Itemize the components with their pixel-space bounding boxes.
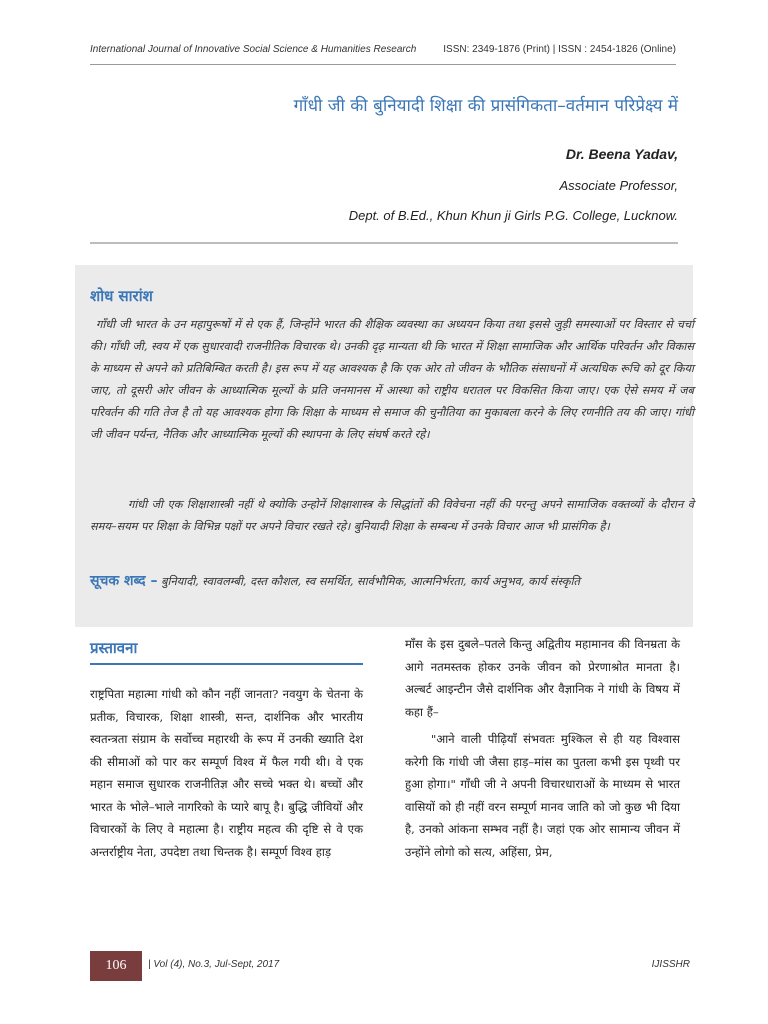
body-column-right <box>405 633 680 863</box>
continued-paragraph: माँस के इस दुबले–पतले किन्तु अद्वितीय महामानव की विनम्रता के आगे नतमस्तक होकर उनके जीवन को प्रेरणाश्रोत मानता है। अल्बर्ट आइन्टीन जैसे दार्शनिक और वैज्ञानिक ने गांधी के विषय में कहा हैं– <box>405 637 680 719</box>
journal-abbreviation: IJISSHR <box>651 959 690 970</box>
author-affiliation: Dept. of B.Ed., Khun Khun ji Girls P.G. College, Lucknow. <box>348 208 678 223</box>
section-heading: प्रस्तावना <box>90 639 138 657</box>
paper-title: गाँधी जी की बुनियादी शिक्षा की प्रासंगिकता–वर्तमान परिप्रेक्ष्य में <box>293 96 678 116</box>
keywords-label: सूचक शब्द – <box>90 573 158 589</box>
header-divider <box>90 64 676 65</box>
issn-text: ISSN: 2349-1876 (Print) | ISSN : 2454-1826 (Online) <box>443 44 676 55</box>
author-role: Associate Professor, <box>559 178 678 193</box>
page-footer <box>90 951 690 981</box>
keywords <box>90 570 690 593</box>
author-divider <box>90 242 678 244</box>
keywords-text: बुनियादी, स्वावलम्बी, दस्त कौशल, स्व समर्थित, सार्वभौमिक, आत्मनिर्भरता, कार्य अनुभव, कार्य संस्कृति <box>161 575 580 588</box>
body-column-left <box>90 683 363 863</box>
volume-info: | Vol (4), No.3, Jul-Sept, 2017 <box>148 959 280 970</box>
quote-paragraph: "आने वाली पीढ़ियाँ संभवतः मुश्किल से ही यह विश्वास करेगी कि गांधी जी जैसा हाड़–मांस का पुतला कभी इस पृथ्वी पर हुआ होगा।" गाँधी जी ने अपनी विचारधाराओं के माध्यम से भारत वासियों को ही नहीं वरन सम्पूर्ण मानव जाति को जो कुछ भी दिया है, उनको आंकना सम्भव नहीं है। जहां एक ओर सामान्य जीवन में उन्होंने लोगो को सत्य, अहिंसा, प्रेम, <box>405 732 680 859</box>
section-underline <box>90 663 363 665</box>
abstract-paragraph-2: गांधी जी एक शिक्षाशास्त्री नहीं थे क्योकि उन्होनें शिक्षाशास्त्र के सिद्धांतों की विवेचना नहीं की परन्तु अपने सामाजिक वक्तव्यों के दौरान वे समय–सयम पर शिक्षा के विभिन्न पक्षों पर अपने विचार रखते रहे। बुनियादी शिक्षा के सम्बन्ध में उनके विचार आज भी प्रासंगिक है। <box>90 498 694 533</box>
abstract-paragraph-1: गाँधी जी भारत के उन महापुरूषों में से एक हैं, जिन्होंने भारत की शैक्षिक व्यवस्था का अध्ययन किया तथा इससे जुड़ी समस्याओं पर विस्तार से चर्चा की। गाँधी जी, स्वय में एक सुधारवादी राजनीतिक विचारक थे। उनकी दृढ़ मान्यता थी कि भारत में शिक्षा सामाजिक और आर्थिक परिवर्तन और विकास के माध्यम से अपने को प्रतिबिम्बित करती है। इस रूप में यह आवश्यक है कि एक ओर तो जीवन के भौतिक संसाधनों में अत्यधिक रूचि को दूर किया जाए, तो दूसरी ओर जीवन के आध्यात्मिक मूल्यों के प्रति जनमानस में आस्था को राष्ट्रीय धरातल पर विकसित किया जाए। एक ऐसे समय में जब परिवर्तन की गति तेज है तो यह आवश्यक होगा कि शिक्षा के माध्यम से समाज की चुनौतिया का मुकाबला करने के लिए रणनीति तय की जाए। गांधी जी जीवन पर्यन्त, नैतिक और आध्यात्मिक मूल्यों की स्थापना के लिए संघर्ष करते रहे। <box>90 318 695 441</box>
page-number: 106 <box>90 951 142 981</box>
abstract-heading: शोध सारांश <box>90 287 153 305</box>
journal-name: International Journal of Innovative Social Science & Humanities Research <box>90 44 417 55</box>
intro-paragraph: राष्ट्रपिता महात्मा गांधी को कौन नहीं जानता? नवयुग के चेतना के प्रतीक, विचारक, शिक्षा शास्त्री, सन्त, दार्शनिक और भारतीय स्वतन्त्रता संग्राम के सर्वोच्च महारथी के रूप में उनकी ख्याति देश की सीमाओं को पार कर सम्पूर्ण विश्व में फैल गयी थी। वे एक महान समाज सुधारक राजनीतिज्ञ और सच्चे भक्त थे। बच्चों और भारत के भोले–भाले नागरिको के प्यारे बापू है। बुद्धि जीवियों और विचारकों के लिए वे महात्मा है। राष्ट्रीय महत्व की दृष्टि से वे एक अन्तर्राष्ट्रीय नेता, उपदेष्टा तथा चिन्तक है। सम्पूर्ण विश्व हाड़ <box>90 687 363 859</box>
author-name: Dr. Beena Yadav, <box>565 146 678 162</box>
